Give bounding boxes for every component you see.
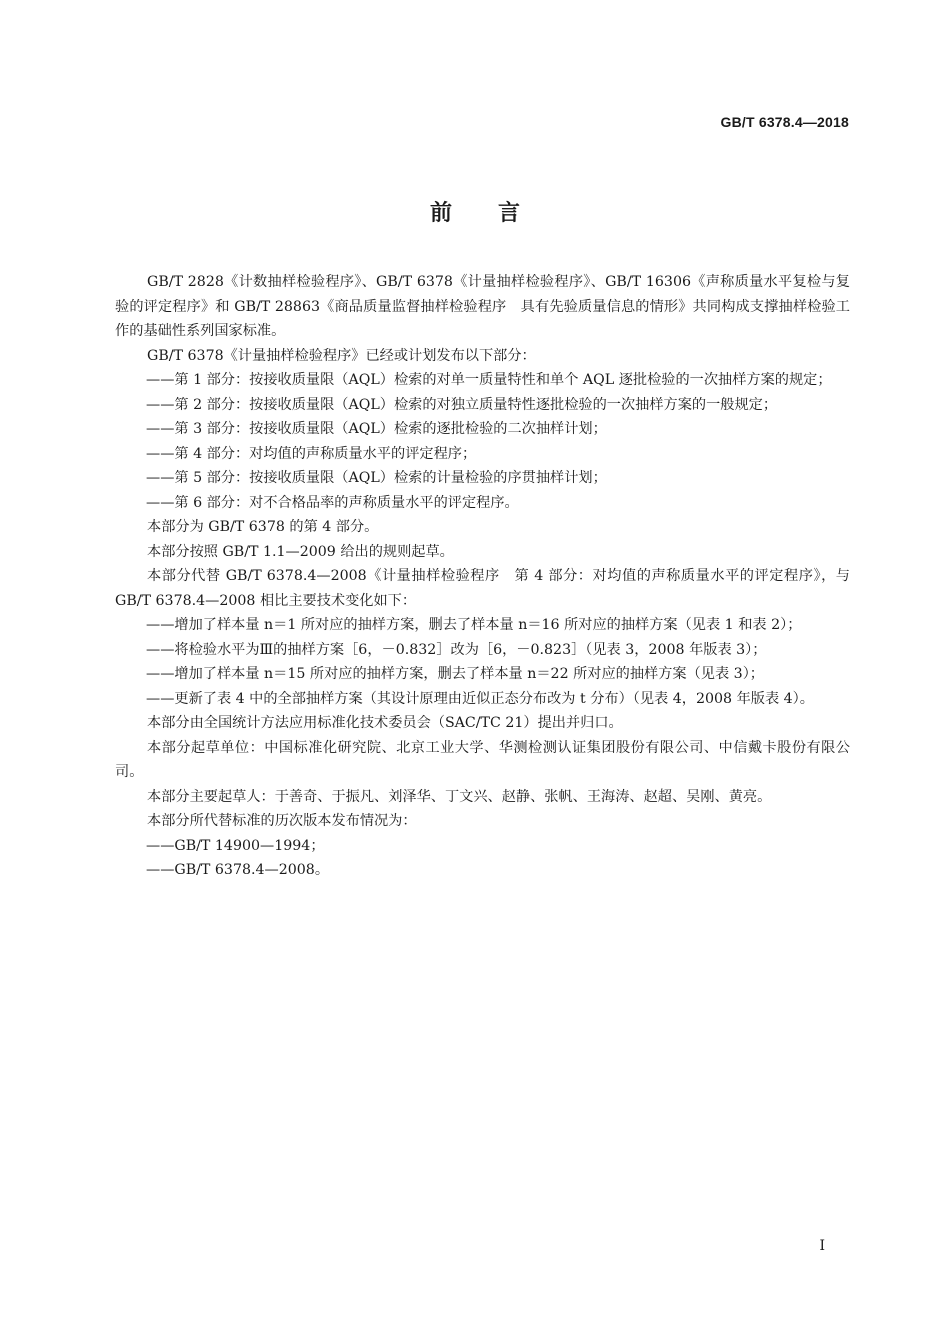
list-item: ——GB/T 6378.4—2008。 xyxy=(146,862,330,878)
list-item: ——第 3 部分：按接收质量限（AQL）检索的逐批检验的二次抽样计划； xyxy=(146,421,607,437)
paragraph: 本部分代替 GB/T 6378.4—2008《计量抽样检验程序 第 4 部分：对均值的声称质量水平的评定程序》，与 GB/T 6378.4—2008 相比主要技术变化如下： xyxy=(115,568,850,609)
list-item: ——第 5 部分：按接收质量限（AQL）检索的计量检验的序贯抽样计划； xyxy=(146,470,607,486)
page-title: 前言 xyxy=(429,201,566,226)
list-item: ——第 6 部分：对不合格品率的声称质量水平的评定程序。 xyxy=(146,494,519,511)
paragraph: GB/T 6378《计量抽样检验程序》已经或计划发布以下部分： xyxy=(147,347,536,364)
list-item: ——第 4 部分：对均值的声称质量水平的评定程序； xyxy=(146,445,477,462)
standard-code: GB/T 6378.4—2018 xyxy=(720,114,849,130)
paragraph: 本部分主要起草人：于善奇、于振凡、刘泽华、丁文兴、赵静、张帆、王海涛、赵超、吴刚、黄亮。 xyxy=(147,788,772,805)
paragraph: 本部分按照 GB/T 1.1—2009 给出的规则起草。 xyxy=(147,543,454,560)
list-item: ——更新了表 4 中的全部抽样方案（其设计原理由近似正态分布改为 t 分布）（见表 4，2008 年版表 4）。 xyxy=(146,690,814,707)
paragraph: GB/T 2828《计数抽样检验程序》、GB/T 6378《计量抽样检验程序》、GB/T 16306《声称质量水平复检与复验的评定程序》和 GB/T 28863《商品质量监督抽样检验程序 具有先验质量信息的情形》共同构成支撑抽样检验工作的基础性系列国家标准。 xyxy=(115,274,850,339)
list-item: ——将检验水平为Ⅲ的抽样方案［6，－0.832］改为［6，－0.823］（见表 3，2008 年版表 3）； xyxy=(146,641,767,658)
list-item: ——增加了样本量 n＝1 所对应的抽样方案，删去了样本量 n＝16 所对应的抽样方案（见表 1 和表 2）； xyxy=(146,617,802,633)
paragraph: 本部分为 GB/T 6378 的第 4 部分。 xyxy=(147,519,379,535)
list-item: ——第 2 部分：按接收质量限（AQL）检索的对独立质量特性逐批检验的一次抽样方案的一般规定； xyxy=(146,396,778,413)
paragraph: 本部分所代替标准的历次版本发布情况为： xyxy=(147,813,417,829)
list-item: ——GB/T 14900—1994； xyxy=(146,837,325,854)
foreword-body xyxy=(115,270,850,883)
list-item: ——增加了样本量 n＝15 所对应的抽样方案，删去了样本量 n＝22 所对应的抽样方案（见表 3）； xyxy=(146,666,764,682)
paragraph: 本部分由全国统计方法应用标准化技术委员会（SAC/TC 21）提出并归口。 xyxy=(147,715,623,731)
page-number: I xyxy=(819,1238,825,1254)
paragraph: 本部分起草单位：中国标准化研究院、北京工业大学、华测检测认证集团股份有限公司、中信戴卡股份有限公司。 xyxy=(115,739,850,780)
list-item: ——第 1 部分：按接收质量限（AQL）检索的对单一质量特性和单个 AQL 逐批检验的一次抽样方案的规定； xyxy=(146,372,832,388)
